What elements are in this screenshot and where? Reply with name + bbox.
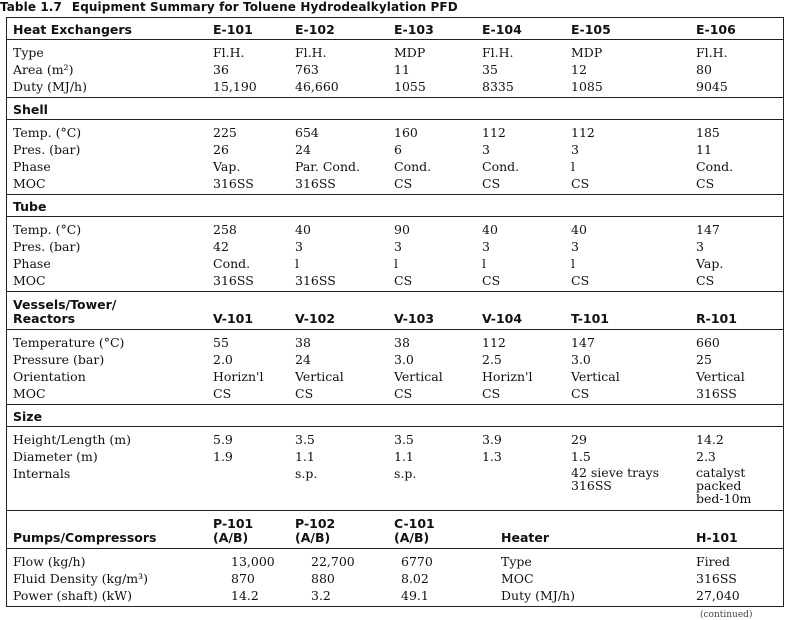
cell: 316SS <box>213 176 254 191</box>
divider <box>7 119 783 120</box>
divider <box>7 426 783 427</box>
cell: CS <box>571 386 590 401</box>
section-header-size: Size <box>13 409 43 424</box>
cell: 9045 <box>696 79 728 94</box>
cell: Horizn'l <box>482 369 533 384</box>
row-label: Temp. (°C) <box>13 125 82 140</box>
column-id: V-102 <box>295 311 336 326</box>
cell: 40 <box>482 222 498 237</box>
section-header-tube: Tube <box>13 199 47 214</box>
cell: Vap. <box>696 256 724 271</box>
section-header-heat-exchangers: Heat Exchangers <box>13 22 132 37</box>
cell: Cond. <box>482 159 520 174</box>
cell: 3.2 <box>311 588 331 603</box>
cell: Horizn'l <box>213 369 264 384</box>
column-id: V-103 <box>394 311 435 326</box>
table-number: Table 1.7 <box>0 0 62 14</box>
cell: 3 <box>482 239 490 254</box>
cell: 112 <box>571 125 595 140</box>
cell: Vap. <box>213 159 241 174</box>
cell: CS <box>394 273 413 288</box>
cell: catalyst packed bed-10m <box>696 465 752 506</box>
row-label: Temperature (°C) <box>13 335 125 350</box>
cell: 3 <box>482 142 490 157</box>
cell: Cond. <box>696 159 734 174</box>
row-label: Orientation <box>13 369 86 384</box>
column-id: E-103 <box>394 22 434 37</box>
row-label: Flow (kg/h) <box>13 554 86 569</box>
section-header-vessels-line2: Reactors <box>13 311 76 326</box>
cell: l <box>295 256 299 271</box>
cell: 14.2 <box>696 432 724 447</box>
cell: 12 <box>571 62 587 77</box>
cell: CS <box>213 386 232 401</box>
cell: 1.3 <box>482 449 502 464</box>
continued-note: (continued) <box>700 610 753 620</box>
cell: 15,190 <box>213 79 257 94</box>
cell: 185 <box>696 125 720 140</box>
cell: 46,660 <box>295 79 339 94</box>
cell: 316SS <box>696 386 737 401</box>
cell: 11 <box>394 62 410 77</box>
cell: 2.3 <box>696 449 716 464</box>
cell: 24 <box>295 142 311 157</box>
cell: 870 <box>231 571 255 586</box>
cell: Fl.H. <box>696 45 728 60</box>
divider <box>7 548 783 549</box>
cell: l <box>571 256 575 271</box>
cell: 225 <box>213 125 237 140</box>
cell: 660 <box>696 335 720 350</box>
cell: 29 <box>571 432 587 447</box>
cell: 35 <box>482 62 498 77</box>
cell: CS <box>571 176 590 191</box>
table-caption <box>0 0 458 14</box>
row-label: Fluid Density (kg/m³) <box>13 571 149 586</box>
cell: 880 <box>311 571 335 586</box>
column-id: V-104 <box>482 311 523 326</box>
column-id-suffix: (A/B) <box>213 530 249 545</box>
cell: s.p. <box>295 466 318 481</box>
table-title: Equipment Summary for Toluene Hydrodealkylation PFD <box>71 0 458 14</box>
cell: 3.9 <box>482 432 502 447</box>
cell: CS <box>482 176 501 191</box>
row-label: Pres. (bar) <box>13 142 81 157</box>
cell: 3.5 <box>394 432 414 447</box>
column-id: R-101 <box>696 311 737 326</box>
cell: CS <box>394 176 413 191</box>
cell: 112 <box>482 125 506 140</box>
cell: 1.5 <box>571 449 591 464</box>
column-id: E-102 <box>295 22 335 37</box>
cell: Vertical <box>295 369 344 384</box>
row-label: Pressure (bar) <box>13 352 105 367</box>
row-label: Power (shaft) (kW) <box>13 588 132 603</box>
cell: 49.1 <box>401 588 429 603</box>
cell: 3.0 <box>394 352 414 367</box>
cell: 147 <box>571 335 595 350</box>
cell: 1055 <box>394 79 426 94</box>
row-label: MOC <box>13 273 46 288</box>
cell: 3.5 <box>295 432 315 447</box>
equipment-table <box>6 17 784 607</box>
cell: CS <box>696 176 715 191</box>
cell: 42 sieve trays 316SS <box>571 465 660 493</box>
cell: 2.5 <box>482 352 502 367</box>
column-id: C-101 <box>394 516 435 531</box>
row-label: Diameter (m) <box>13 449 98 464</box>
cell: Fl.H. <box>482 45 514 60</box>
cell: 316SS <box>213 273 254 288</box>
cell: 11 <box>696 142 712 157</box>
cell: 316SS <box>696 571 737 586</box>
column-id: E-104 <box>482 22 522 37</box>
cell: 80 <box>696 62 712 77</box>
row-label: Duty (MJ/h) <box>501 588 575 603</box>
cell: l <box>571 159 575 174</box>
cell: 90 <box>394 222 410 237</box>
row-label: MOC <box>13 386 46 401</box>
cell: 38 <box>295 335 311 350</box>
cell: CS <box>571 273 590 288</box>
cell: Cond. <box>394 159 432 174</box>
cell: 26 <box>213 142 229 157</box>
divider <box>7 510 783 511</box>
divider <box>7 97 783 98</box>
section-header-vessels: Vessels/Tower/ <box>13 297 117 312</box>
cell: Par. Cond. <box>295 159 360 174</box>
column-id: T-101 <box>571 311 609 326</box>
divider <box>7 216 783 217</box>
cell: CS <box>482 386 501 401</box>
divider <box>7 39 783 40</box>
cell: 763 <box>295 62 319 77</box>
row-label: Internals <box>13 466 71 481</box>
cell: 6770 <box>401 554 433 569</box>
row-label: Temp. (°C) <box>13 222 82 237</box>
column-id: H-101 <box>696 530 738 545</box>
cell: 3 <box>571 142 579 157</box>
cell: 316SS <box>295 176 336 191</box>
row-label: Height/Length (m) <box>13 432 131 447</box>
row-label: MOC <box>13 176 46 191</box>
row-label: Phase <box>13 256 51 271</box>
section-header-heater: Heater <box>501 530 549 545</box>
cell: 654 <box>295 125 319 140</box>
cell: CS <box>394 386 413 401</box>
cell: Fl.H. <box>295 45 327 60</box>
cell: MDP <box>394 45 426 60</box>
row-label: Duty (MJ/h) <box>13 79 87 94</box>
cell: 24 <box>295 352 311 367</box>
cell: Vertical <box>696 369 745 384</box>
cell: Fired <box>696 554 731 569</box>
cell: Vertical <box>571 369 620 384</box>
cell: 3 <box>696 239 704 254</box>
cell: 1.1 <box>394 449 414 464</box>
cell: MDP <box>571 45 603 60</box>
column-id: P-101 <box>213 516 254 531</box>
divider <box>7 404 783 405</box>
cell: 2.0 <box>213 352 233 367</box>
cell: 3 <box>295 239 303 254</box>
cell: 3.0 <box>571 352 591 367</box>
cell: 8.02 <box>401 571 429 586</box>
cell: 27,040 <box>696 588 740 603</box>
cell: 38 <box>394 335 410 350</box>
divider <box>7 194 783 195</box>
row-label: MOC <box>501 571 534 586</box>
cell: 147 <box>696 222 720 237</box>
cell: 36 <box>213 62 229 77</box>
cell: l <box>394 256 398 271</box>
column-id-suffix: (A/B) <box>394 530 430 545</box>
cell: Vertical <box>394 369 443 384</box>
cell: s.p. <box>394 466 417 481</box>
cell: 3 <box>394 239 402 254</box>
cell: 40 <box>571 222 587 237</box>
column-id: E-105 <box>571 22 611 37</box>
cell: 14.2 <box>231 588 259 603</box>
cell: 1085 <box>571 79 603 94</box>
cell: CS <box>482 273 501 288</box>
cell: Cond. <box>213 256 251 271</box>
column-id-suffix: (A/B) <box>295 530 331 545</box>
row-label: Type <box>13 45 44 60</box>
section-header-shell: Shell <box>13 102 48 117</box>
divider <box>7 329 783 330</box>
cell: 1.9 <box>213 449 233 464</box>
section-header-pumps: Pumps/Compressors <box>13 530 157 545</box>
cell: 55 <box>213 335 229 350</box>
column-id: E-101 <box>213 22 253 37</box>
row-label: Area (m²) <box>13 62 74 77</box>
cell: 258 <box>213 222 237 237</box>
cell: l <box>482 256 486 271</box>
row-label: Type <box>501 554 532 569</box>
cell: 13,000 <box>231 554 275 569</box>
column-id: E-106 <box>696 22 736 37</box>
cell: 25 <box>696 352 712 367</box>
cell: 316SS <box>295 273 336 288</box>
column-id: V-101 <box>213 311 254 326</box>
cell: 6 <box>394 142 402 157</box>
cell: CS <box>696 273 715 288</box>
cell: 22,700 <box>311 554 355 569</box>
divider <box>7 291 783 292</box>
cell: 112 <box>482 335 506 350</box>
row-label: Pres. (bar) <box>13 239 81 254</box>
cell: Fl.H. <box>213 45 245 60</box>
cell: 8335 <box>482 79 514 94</box>
cell: 5.9 <box>213 432 233 447</box>
column-id: P-102 <box>295 516 336 531</box>
cell: 160 <box>394 125 418 140</box>
cell: 3 <box>571 239 579 254</box>
cell: 42 <box>213 239 229 254</box>
cell: 1.1 <box>295 449 315 464</box>
cell: 40 <box>295 222 311 237</box>
cell: CS <box>295 386 314 401</box>
row-label: Phase <box>13 159 51 174</box>
